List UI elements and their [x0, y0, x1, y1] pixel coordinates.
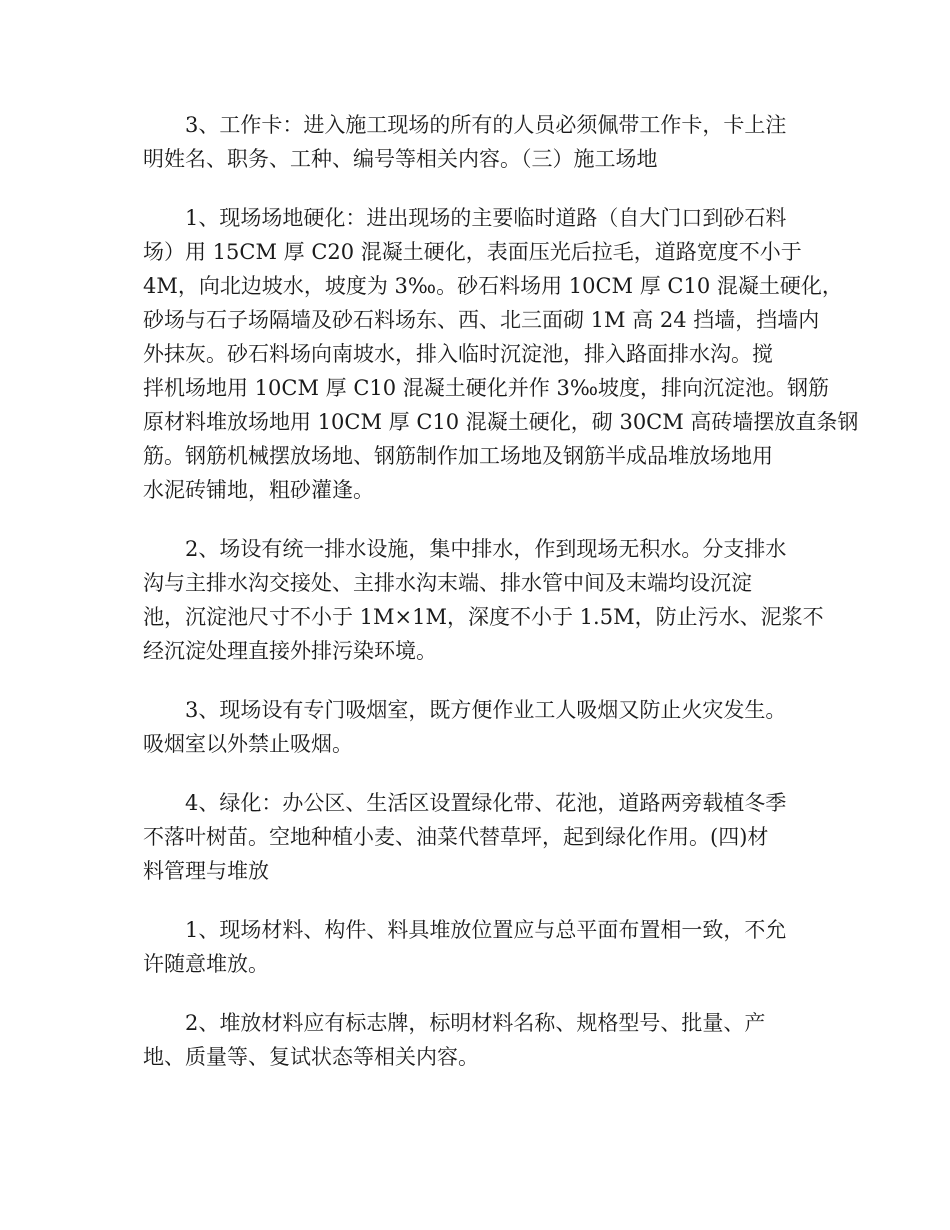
text-line: 原材料堆放场地用 10CM 厚 C10 混凝土硬化，砌 30CM 高砖墙摆放直条钢 — [143, 410, 859, 434]
document-body — [143, 108, 859, 1099]
text-line: 地、质量等、复试状态等相关内容。 — [143, 1045, 479, 1069]
text-line: 许随意堆放。 — [143, 952, 269, 976]
paragraph-material-placement — [143, 913, 810, 981]
text-line: 场）用 15CM 厚 C20 混凝土硬化，表面压光后拉毛，道路宽度不小于 — [143, 240, 802, 264]
text-line: 明姓名、职务、工种、编号等相关内容。（三）施工场地 — [143, 147, 658, 171]
paragraph-site-hardening — [143, 201, 859, 507]
paragraph-drainage — [143, 532, 824, 668]
text-line: 2、堆放材料应有标志牌，标明材料名称、规格型号、批量、产 — [185, 1011, 766, 1035]
text-line: 经沉淀处理直接外排污染环境。 — [143, 639, 437, 663]
text-line: 料管理与堆放 — [143, 859, 269, 883]
text-line: 沟与主排水沟交接处、主排水沟末端、排水管中间及末端均设沉淀 — [143, 571, 752, 595]
paragraph-greening — [143, 786, 810, 888]
text-line: 砂场与石子场隔墙及砂石料场东、西、北三面砌 1M 高 24 挡墙，挡墙内 — [143, 308, 820, 332]
text-line: 4、绿化：办公区、生活区设置绿化带、花池，道路两旁载植冬季 — [185, 791, 787, 815]
text-line: 吸烟室以外禁止吸烟。 — [143, 732, 353, 756]
paragraph-material-signs — [143, 1006, 810, 1074]
text-line: 筋。钢筋机械摆放场地、钢筋制作加工场地及钢筋半成品堆放场地用 — [143, 444, 773, 468]
text-line: 池，沉淀池尺寸不小于 1M×1M，深度不小于 1.5M，防止污水、泥浆不 — [143, 605, 824, 629]
text-line: 水泥砖铺地，粗砂灌逢。 — [143, 478, 374, 502]
text-line: 外抹灰。砂石料场向南坡水，排入临时沉淀池，排入路面排水沟。搅 — [143, 342, 773, 366]
text-line: 3、现场设有专门吸烟室，既方便作业工人吸烟又防止火灾发生。 — [185, 698, 787, 722]
text-line: 4M，向北边坡水，坡度为 3‰。砂石料场用 10CM 厚 C10 混凝土硬化， — [143, 274, 843, 298]
text-line: 1、现场场地硬化：进出现场的主要临时道路（自大门口到砂石料 — [185, 206, 787, 230]
text-line: 3、工作卡：进入施工现场的所有的人员必须佩带工作卡，卡上注 — [185, 113, 787, 137]
text-line: 1、现场材料、构件、料具堆放位置应与总平面布置相一致，不允 — [185, 918, 787, 942]
text-line: 拌机场地用 10CM 厚 C10 混凝土硬化并作 3‰坡度，排向沉淀池。钢筋 — [143, 376, 829, 400]
text-line: 2、场设有统一排水设施，集中排水，作到现场无积水。分支排水 — [185, 537, 787, 561]
paragraph-smoking-room — [143, 693, 810, 761]
paragraph-work-card — [143, 108, 810, 176]
text-line: 不落叶树苗。空地种植小麦、油菜代替草坪，起到绿化作用。(四)材 — [143, 825, 769, 849]
